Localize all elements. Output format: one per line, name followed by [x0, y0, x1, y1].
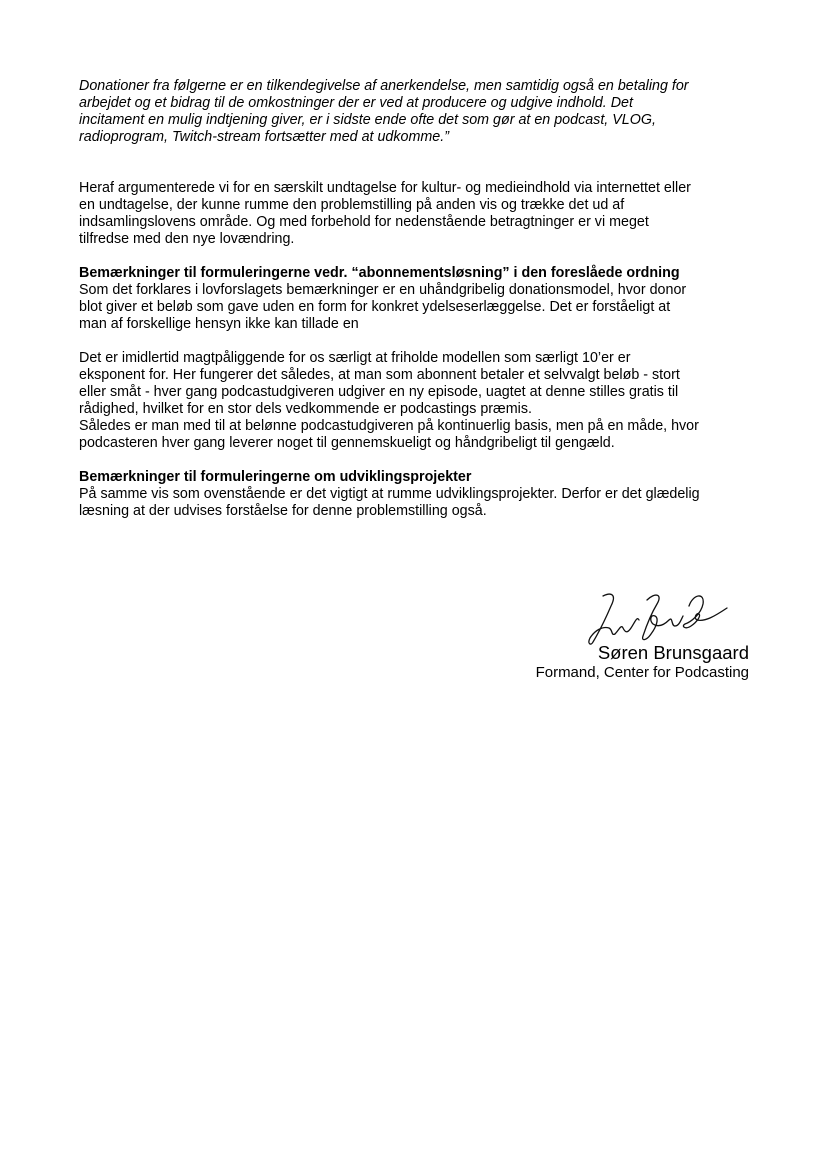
section1-line: eksponent for. Her fungerer det således, at man som abonnent betaler et selvvalgt beløb - stort: [79, 367, 680, 383]
signature-block: [449, 586, 749, 682]
document-body: [79, 78, 751, 520]
section1-paragraph-2: [79, 350, 751, 452]
section2-line: På samme vis som ovenstående er det vigtigt at rumme udviklingsprojekter. Derfor er det glædelig: [79, 486, 700, 502]
spacer: [79, 248, 751, 265]
spacer: [79, 452, 751, 469]
section2-line: læsning at der udvises forståelse for denne problemstilling også.: [79, 503, 487, 519]
quote-line: arbejdet og et bidrag til de omkostninger der er ved at producere og udgive indhold. Det: [79, 95, 633, 111]
section2-heading: Bemærkninger til formuleringerne om udviklingsprojekter: [79, 469, 472, 485]
intro-line: Heraf argumenterede vi for en særskilt undtagelse for kultur- og medieindhold via internettet eller: [79, 180, 691, 196]
signatory-name: Søren Brunsgaard: [597, 642, 749, 663]
intro-paragraph: [79, 180, 751, 248]
section1-paragraph: [79, 265, 751, 333]
section1-line: rådighed, hvilket for en stor dels vedkommende er podcastings præmis.: [79, 401, 532, 417]
section1-line: man af forskellige hensyn ikke kan tillade en: [79, 316, 359, 332]
signatory-title: Formand, Center for Podcasting: [535, 664, 749, 681]
quote-line: Donationer fra følgerne er en tilkendegivelse af anerkendelse, men samtidig også en betaling for: [79, 78, 689, 94]
section1-line: eller småt - hver gang podcastudgiveren udgiver en ny episode, uagtet at denne stilles gratis til: [79, 384, 679, 400]
spacer: [79, 333, 751, 350]
intro-line: tilfredse med den nye lovændring.: [79, 231, 295, 247]
quote-line: incitament en mulig indtjening giver, er i sidste ende ofte det som gør at en podcast, VLOG,: [79, 112, 656, 128]
section1-line: blot giver et beløb som gave uden en form for konkret ydelseserlæggelse. Det er forståeligt at: [79, 299, 671, 315]
quote-line: radioprogram, Twitch-stream fortsætter med at udkomme.”: [79, 129, 449, 145]
section1-line: podcasteren hver gang leverer noget til gennemskueligt og håndgribeligt til gengæld.: [79, 435, 615, 451]
spacer: [79, 146, 751, 180]
intro-line: indsamlingslovens område. Og med forbehold for nedenstående betragtninger er vi meget: [79, 214, 649, 230]
quote-paragraph: [79, 78, 751, 146]
section2-paragraph: [79, 469, 751, 520]
handwritten-signature: [581, 586, 731, 648]
section1-line: Det er imidlertid magtpåliggende for os særligt at friholde modellen som særligt 10’er er: [79, 350, 631, 366]
section1-heading: Bemærkninger til formuleringerne vedr. “abonnementsløsning” i den foreslåede ordning: [79, 265, 680, 281]
section1-line: Som det forklares i lovforslagets bemærkninger er en uhåndgribelig donationsmodel, hvor donor: [79, 282, 687, 298]
intro-line: en undtagelse, der kunne rumme den problemstilling på anden vis og trække det ud af: [79, 197, 625, 213]
section1-line: Således er man med til at belønne podcastudgiveren på kontinuerlig basis, men på en måde, hvor: [79, 418, 699, 434]
